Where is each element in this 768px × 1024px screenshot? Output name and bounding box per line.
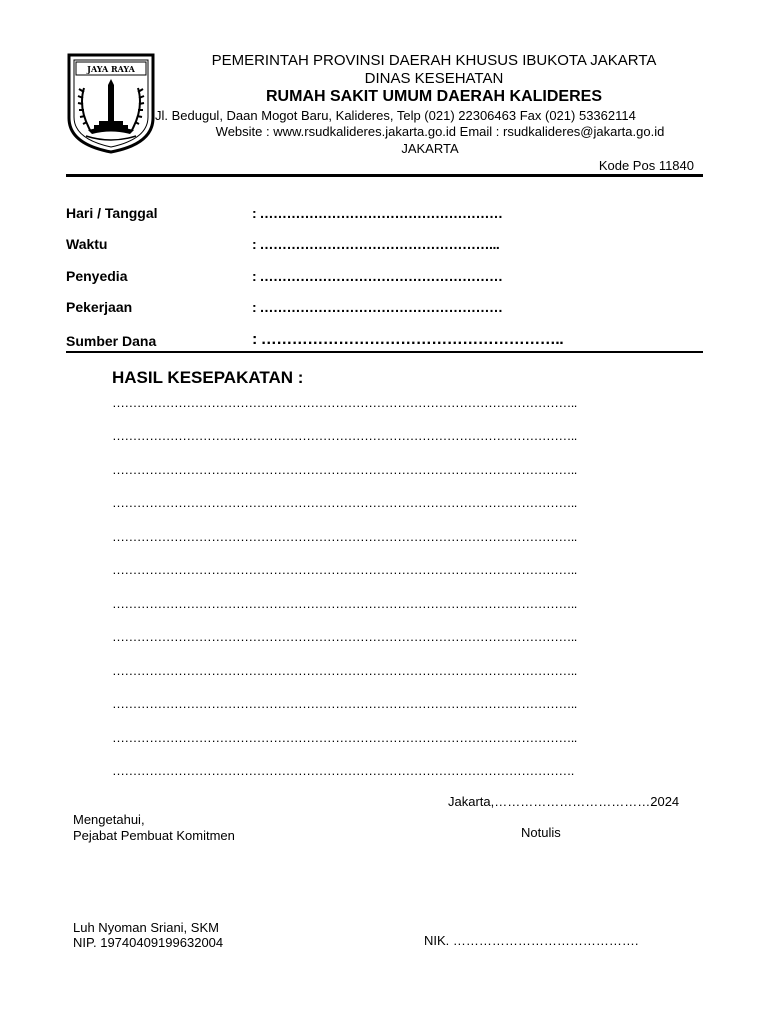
field-label-provider: Penyedia bbox=[66, 268, 128, 284]
jakarta-crest-icon bbox=[66, 52, 156, 154]
jaya-raya-logo bbox=[66, 52, 156, 154]
header-address: Jl. Bedugul, Daan Mogot Baru, Kalideres, Telp (021) 22306463 Fax (021) 53362114 bbox=[155, 108, 636, 123]
field-label-fund-source: Sumber Dana bbox=[66, 333, 157, 349]
header-hospital-name: RUMAH SAKIT UMUM DAERAH KALIDERES bbox=[266, 88, 602, 105]
field-value-provider: : ……………………………………………… bbox=[252, 268, 503, 284]
field-value-work: : ……………………………………………… bbox=[252, 299, 503, 315]
agreement-line: …………………………………………………………………………………………………. bbox=[112, 763, 574, 778]
field-label-time: Waktu bbox=[66, 236, 108, 252]
agreement-line: ………………………………………………………………………………………………….. bbox=[112, 495, 577, 510]
agreement-line: ………………………………………………………………………………………………….. bbox=[112, 696, 577, 711]
header-city: JAKARTA bbox=[401, 141, 459, 156]
agreement-line: ………………………………………………………………………………………………….. bbox=[112, 428, 577, 443]
field-value-time: : ……………………………………………... bbox=[252, 236, 500, 252]
signature-acknowledged-label: Mengetahui, bbox=[73, 812, 145, 827]
agreement-line: ………………………………………………………………………………………………….. bbox=[112, 629, 577, 644]
signature-ppk-title: Pejabat Pembuat Komitmen bbox=[73, 828, 235, 843]
signature-notulis-label: Notulis bbox=[521, 825, 561, 840]
agreement-line: ………………………………………………………………………………………………….. bbox=[112, 529, 577, 544]
agreement-line: ………………………………………………………………………………………………….. bbox=[112, 462, 577, 477]
signature-date-line: Jakarta,………………………………2024 bbox=[448, 794, 680, 809]
agreement-line: ………………………………………………………………………………………………….. bbox=[112, 395, 577, 410]
header-department-line: DINAS KESEHATAN bbox=[364, 70, 504, 87]
fields-divider bbox=[66, 351, 703, 353]
field-label-work: Pekerjaan bbox=[66, 299, 133, 315]
agreement-line: ………………………………………………………………………………………………….. bbox=[112, 596, 577, 611]
logo-text: JAYA RAYA bbox=[87, 64, 135, 74]
signature-ppk-nip: NIP. 19740409199632004 bbox=[73, 935, 224, 950]
header-government-line: PEMERINTAH PROVINSI DAERAH KHUSUS IBUKOTA JAKARTA bbox=[211, 52, 657, 69]
signature-ppk-name: Luh Nyoman Sriani, SKM bbox=[73, 920, 219, 935]
header-divider bbox=[66, 174, 703, 177]
agreement-line: ………………………………………………………………………………………………….. bbox=[112, 562, 577, 577]
header-website-email: Website : www.rsudkalideres.jakarta.go.id Email : rsudkalideres@jakarta.go.id bbox=[215, 124, 665, 139]
agreement-title: HASIL KESEPAKATAN : bbox=[112, 368, 304, 387]
agreement-line: ………………………………………………………………………………………………….. bbox=[112, 730, 577, 745]
signature-nik-line: NIK. ……………………………………. bbox=[424, 933, 639, 948]
header-postal-code: Kode Pos 11840 bbox=[598, 158, 694, 173]
field-value-date: : ……………………………………………… bbox=[252, 205, 503, 221]
field-value-fund-source: : ………………………………………………….. bbox=[252, 331, 564, 348]
agreement-line: ………………………………………………………………………………………………….. bbox=[112, 663, 577, 678]
field-label-date: Hari / Tanggal bbox=[66, 205, 158, 221]
